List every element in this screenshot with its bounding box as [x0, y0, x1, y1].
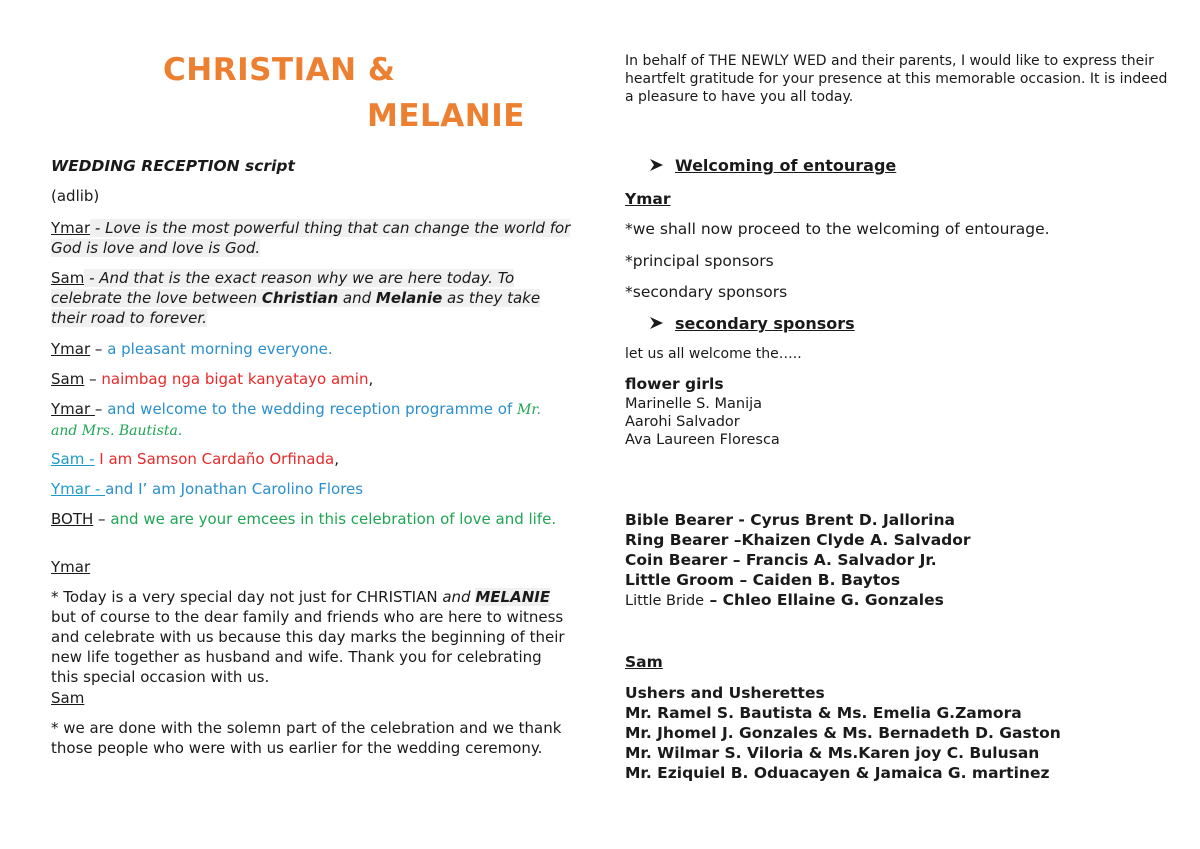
sam-line-2: [51, 369, 373, 389]
title-line-2: MELANIE: [367, 98, 525, 134]
sam-line-1-end: as they take their road to forever.: [51, 289, 541, 327]
arrow-bullet-icon: [649, 158, 665, 172]
both-line-text: and we are your emcees in this celebration of love and life.: [110, 510, 557, 528]
heading-welcoming: [649, 156, 896, 175]
list-item: Ava Laureen Floresca: [625, 432, 780, 448]
list-item: Coin Bearer – Francis A. Salvador Jr.: [625, 551, 937, 569]
dash: –: [94, 400, 108, 418]
list-item: Little Groom – Caiden B. Baytos: [625, 571, 901, 589]
ymar-line-4-text: and I’ am Jonathan Carolino Flores: [105, 480, 364, 498]
speaker-ymar: Ymar: [625, 190, 671, 208]
intro-paragraph: In behalf of THE NEWLY WED and their parents, I would like to express their heartfelt gratitude for your presence at this memorable occasion. It is indeed a pleasure to have you all today.: [625, 53, 1168, 105]
list-item: Mr. Wilmar S. Viloria & Ms.Karen joy C. Bulusan: [625, 744, 1040, 762]
speaker-ymar: Ymar: [51, 400, 95, 418]
para-text: * Today is a very special day not just for: [51, 588, 357, 606]
list-item: Marinelle S. Manija: [625, 396, 763, 412]
flower-girls-title: flower girls: [625, 375, 724, 393]
speaker-ymar: Ymar: [51, 219, 91, 237]
speaker-ymar: Ymar -: [51, 480, 106, 498]
dash: –: [93, 510, 111, 528]
sam-line-3: [51, 449, 339, 469]
title-line-1: CHRISTIAN &: [163, 52, 396, 88]
dash: –: [84, 370, 102, 388]
speaker-sam: Sam: [51, 269, 85, 287]
dash: –: [90, 340, 108, 358]
heading-welcoming-text: Welcoming of entourage: [675, 156, 897, 175]
ushers-list: [625, 683, 1061, 783]
ymar-line-1-text: - Love is the most powerful thing that can change the world for God is love and love is God.: [51, 219, 571, 257]
dash: –: [704, 591, 723, 609]
principal-sponsors-line: *principal sponsors: [625, 252, 774, 270]
comma: ,: [334, 450, 339, 468]
comma: ,: [368, 370, 374, 388]
ymar-line-2: [51, 339, 333, 359]
name-christian: CHRISTIAN: [356, 588, 438, 606]
speaker-both: BOTH: [51, 510, 94, 528]
list-item: Ring Bearer –Khaizen Clyde A. Salvador: [625, 531, 971, 549]
ymar-line-3: [51, 399, 571, 441]
list-item: Mr. Ramel S. Bautista & Ms. Emelia G.Zamora: [625, 704, 1022, 722]
heading-secondary: [649, 314, 855, 333]
ymar-line-2-text: a pleasant morning everyone.: [107, 340, 333, 358]
heading-secondary-text: secondary sponsors: [675, 314, 855, 333]
speaker-sam: Sam: [51, 689, 85, 707]
speaker-ymar: Ymar: [51, 558, 91, 576]
para-text-end: but of course to the dear family and friends who are here to witness and celebrate with us because this day marks the beginning of their new life together as husband and wife. Thank you for celebrating this special occasion with us.: [51, 608, 565, 686]
welcome-line: let us all welcome the…..: [625, 346, 802, 362]
name-melanie: Melanie: [375, 289, 443, 307]
little-bride-label: Little Bride: [625, 593, 705, 609]
speaker-sam: Sam -: [51, 450, 95, 468]
flower-girls-list: [625, 395, 780, 449]
ymar-line-3-text: and welcome to the wedding reception programme of: [107, 400, 518, 418]
speaker-ymar: Ymar: [51, 340, 91, 358]
little-bride-line: [625, 590, 971, 611]
speaker-sam: Sam: [51, 370, 85, 388]
secondary-sponsors-line: *secondary sponsors: [625, 283, 788, 301]
list-item: Aarohi Salvador: [625, 414, 740, 430]
sam-line-3-text: I am Samson Cardaño Orfinada: [94, 450, 335, 468]
little-bride-name: Chleo Ellaine G. Gonzales: [722, 591, 944, 609]
name-melanie: MELANIE: [475, 588, 551, 606]
and-text: and: [338, 289, 376, 307]
arrow-bullet-icon: [649, 316, 665, 330]
sam-line-1: [51, 268, 571, 328]
both-line: [51, 509, 571, 529]
bearers-list: [625, 510, 971, 611]
name-christian: Christian: [261, 289, 339, 307]
couple-name: Mr. and Mrs. Bautista.: [51, 402, 541, 439]
proceed-line: *we shall now proceed to the welcoming of entourage.: [625, 220, 1050, 238]
speaker-sam: Sam: [625, 653, 663, 671]
ymar-line-4: [51, 479, 363, 499]
ymar-line-1: [51, 218, 571, 258]
sam-line-1-text: - And that is the exact reason why we are here today. To celebrate the love between: [51, 269, 515, 307]
sam-line-2-text: naimbag nga bigat kanyatayo amin: [101, 370, 369, 388]
list-item: Mr. Eziquiel B. Oduacayen & Jamaica G. martinez: [625, 764, 1050, 782]
paragraph-today: [51, 587, 573, 687]
list-item: Mr. Jhomel J. Gonzales & Ms. Bernadeth D. Gaston: [625, 724, 1061, 742]
and-text: and: [437, 588, 476, 606]
paragraph-solemn: * we are done with the solemn part of the celebration and we thank those people who were with us earlier for the wedding ceremony.: [51, 719, 562, 757]
script-heading: WEDDING RECEPTION script: [51, 157, 295, 175]
adlib-note: (adlib): [51, 187, 100, 205]
list-item: Bible Bearer - Cyrus Brent D. Jallorina: [625, 511, 955, 529]
ushers-title: Ushers and Usherettes: [625, 684, 825, 702]
